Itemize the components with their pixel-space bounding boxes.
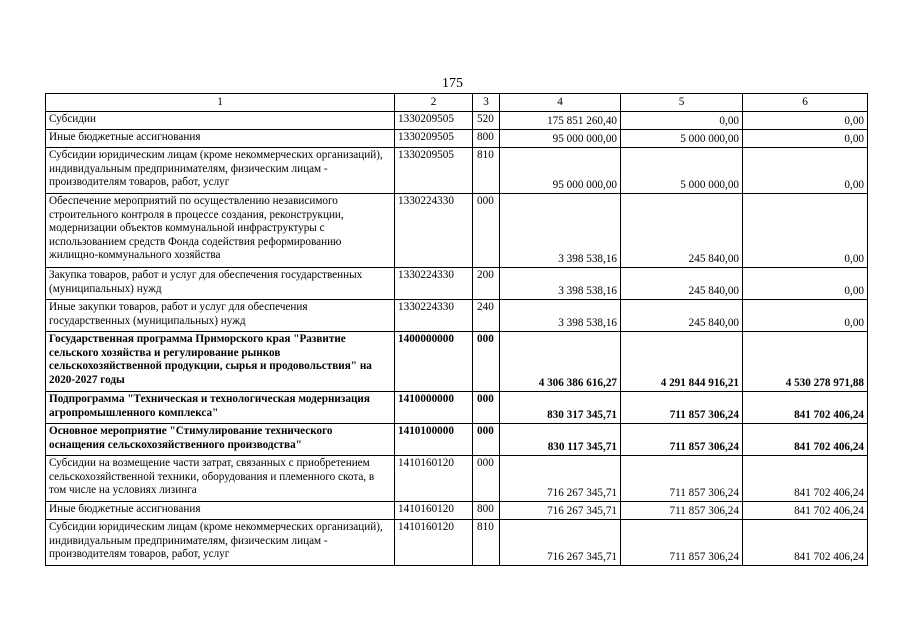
row-value-col5: 245 840,00	[621, 268, 743, 300]
row-value-col4: 716 267 345,71	[500, 520, 621, 566]
budget-table-body	[46, 94, 868, 566]
table-row	[46, 194, 868, 268]
row-value-col6: 841 702 406,24	[743, 520, 868, 566]
table-row	[46, 130, 868, 148]
row-value-col5: 711 857 306,24	[621, 520, 743, 566]
row-value-col6: 4 530 278 971,88	[743, 332, 868, 392]
row-vr-cell: 810	[473, 148, 500, 194]
row-value-col6: 0,00	[743, 194, 868, 268]
row-code-cell: 1410160120	[395, 520, 473, 566]
row-vr-cell: 200	[473, 268, 500, 300]
row-value-col4: 3 398 538,16	[500, 194, 621, 268]
row-name-cell: Государственная программа Приморского края "Развитие сельского хозяйства и регулирование рынков сельскохозяйственной продукции, сырья и продовольствия" на 2020-2027 годы	[46, 332, 395, 392]
row-vr-cell: 240	[473, 300, 500, 332]
row-name-cell: Подпрограмма "Техническая и технологическая модернизация агропромышленного комплекса"	[46, 392, 395, 424]
header-cell-code: 2	[395, 94, 473, 112]
row-value-col5: 711 857 306,24	[621, 456, 743, 502]
row-code-cell: 1330224330	[395, 300, 473, 332]
row-code-cell: 1410160120	[395, 502, 473, 520]
header-cell-col4: 4	[500, 94, 621, 112]
budget-table	[45, 93, 868, 566]
row-name-cell: Субсидии юридическим лицам (кроме некоммерческих организаций), индивидуальным предпринимателям, физическим лицам - производителям товаров, работ, услуг	[46, 520, 395, 566]
row-value-col5: 245 840,00	[621, 300, 743, 332]
row-value-col5: 4 291 844 916,21	[621, 332, 743, 392]
row-vr-cell: 000	[473, 332, 500, 392]
table-row	[46, 392, 868, 424]
header-cell-col6: 6	[743, 94, 868, 112]
row-vr-cell: 520	[473, 112, 500, 130]
row-value-col5: 711 857 306,24	[621, 424, 743, 456]
table-row	[46, 456, 868, 502]
row-name-cell: Иные бюджетные ассигнования	[46, 130, 395, 148]
row-code-cell: 1330209505	[395, 112, 473, 130]
row-vr-cell: 810	[473, 520, 500, 566]
row-value-col6: 841 702 406,24	[743, 502, 868, 520]
row-code-cell: 1330224330	[395, 194, 473, 268]
row-code-cell: 1410100000	[395, 424, 473, 456]
row-code-cell: 1400000000	[395, 332, 473, 392]
row-vr-cell: 000	[473, 456, 500, 502]
row-name-cell: Субсидии на возмещение части затрат, связанных с приобретением сельскохозяйственной техники, оборудования и племенного скота, в том числе на условиях лизинга	[46, 456, 395, 502]
page-number: 175	[442, 76, 463, 91]
row-value-col5: 245 840,00	[621, 194, 743, 268]
row-name-cell: Основное мероприятие "Стимулирование технического оснащения сельскохозяйственного производства"	[46, 424, 395, 456]
row-value-col6: 841 702 406,24	[743, 456, 868, 502]
header-cell-name: 1	[46, 94, 395, 112]
header-cell-vr: 3	[473, 94, 500, 112]
row-value-col4: 4 306 386 616,27	[500, 332, 621, 392]
row-name-cell: Субсидии	[46, 112, 395, 130]
row-value-col6: 841 702 406,24	[743, 392, 868, 424]
row-code-cell: 1330209505	[395, 148, 473, 194]
row-value-col5: 711 857 306,24	[621, 502, 743, 520]
row-name-cell: Иные бюджетные ассигнования	[46, 502, 395, 520]
table-header-row	[46, 94, 868, 112]
row-vr-cell: 000	[473, 194, 500, 268]
row-value-col5: 5 000 000,00	[621, 130, 743, 148]
table-row	[46, 148, 868, 194]
row-value-col4: 3 398 538,16	[500, 300, 621, 332]
row-code-cell: 1410160120	[395, 456, 473, 502]
row-value-col6: 0,00	[743, 130, 868, 148]
row-value-col5: 5 000 000,00	[621, 148, 743, 194]
table-row	[46, 332, 868, 392]
table-row	[46, 520, 868, 566]
row-name-cell: Субсидии юридическим лицам (кроме некоммерческих организаций), индивидуальным предпринимателям, физическим лицам - производителям товаров, работ, услуг	[46, 148, 395, 194]
row-value-col6: 0,00	[743, 112, 868, 130]
row-name-cell: Обеспечение мероприятий по осуществлению независимого строительного контроля в процессе создания, реконструкции, модернизации объектов коммунальной инфраструктуры с использованием средств Фонда содействия реформированию жилищно-коммунального хозяйства	[46, 194, 395, 268]
row-value-col6: 841 702 406,24	[743, 424, 868, 456]
row-value-col5: 711 857 306,24	[621, 392, 743, 424]
row-value-col6: 0,00	[743, 300, 868, 332]
row-vr-cell: 800	[473, 130, 500, 148]
row-value-col4: 716 267 345,71	[500, 502, 621, 520]
row-value-col4: 95 000 000,00	[500, 148, 621, 194]
row-value-col4: 95 000 000,00	[500, 130, 621, 148]
table-row	[46, 268, 868, 300]
row-value-col6: 0,00	[743, 148, 868, 194]
row-vr-cell: 800	[473, 502, 500, 520]
row-code-cell: 1330209505	[395, 130, 473, 148]
header-cell-col5: 5	[621, 94, 743, 112]
row-value-col4: 175 851 260,40	[500, 112, 621, 130]
row-value-col4: 716 267 345,71	[500, 456, 621, 502]
row-name-cell: Закупка товаров, работ и услуг для обеспечения государственных (муниципальных) нужд	[46, 268, 395, 300]
table-row	[46, 502, 868, 520]
row-code-cell: 1410000000	[395, 392, 473, 424]
table-row	[46, 424, 868, 456]
row-value-col4: 830 117 345,71	[500, 424, 621, 456]
row-code-cell: 1330224330	[395, 268, 473, 300]
row-name-cell: Иные закупки товаров, работ и услуг для обеспечения государственных (муниципальных) нужд	[46, 300, 395, 332]
row-value-col6: 0,00	[743, 268, 868, 300]
row-value-col4: 830 317 345,71	[500, 392, 621, 424]
row-vr-cell: 000	[473, 392, 500, 424]
row-value-col5: 0,00	[621, 112, 743, 130]
table-row	[46, 112, 868, 130]
table-row	[46, 300, 868, 332]
row-vr-cell: 000	[473, 424, 500, 456]
row-value-col4: 3 398 538,16	[500, 268, 621, 300]
